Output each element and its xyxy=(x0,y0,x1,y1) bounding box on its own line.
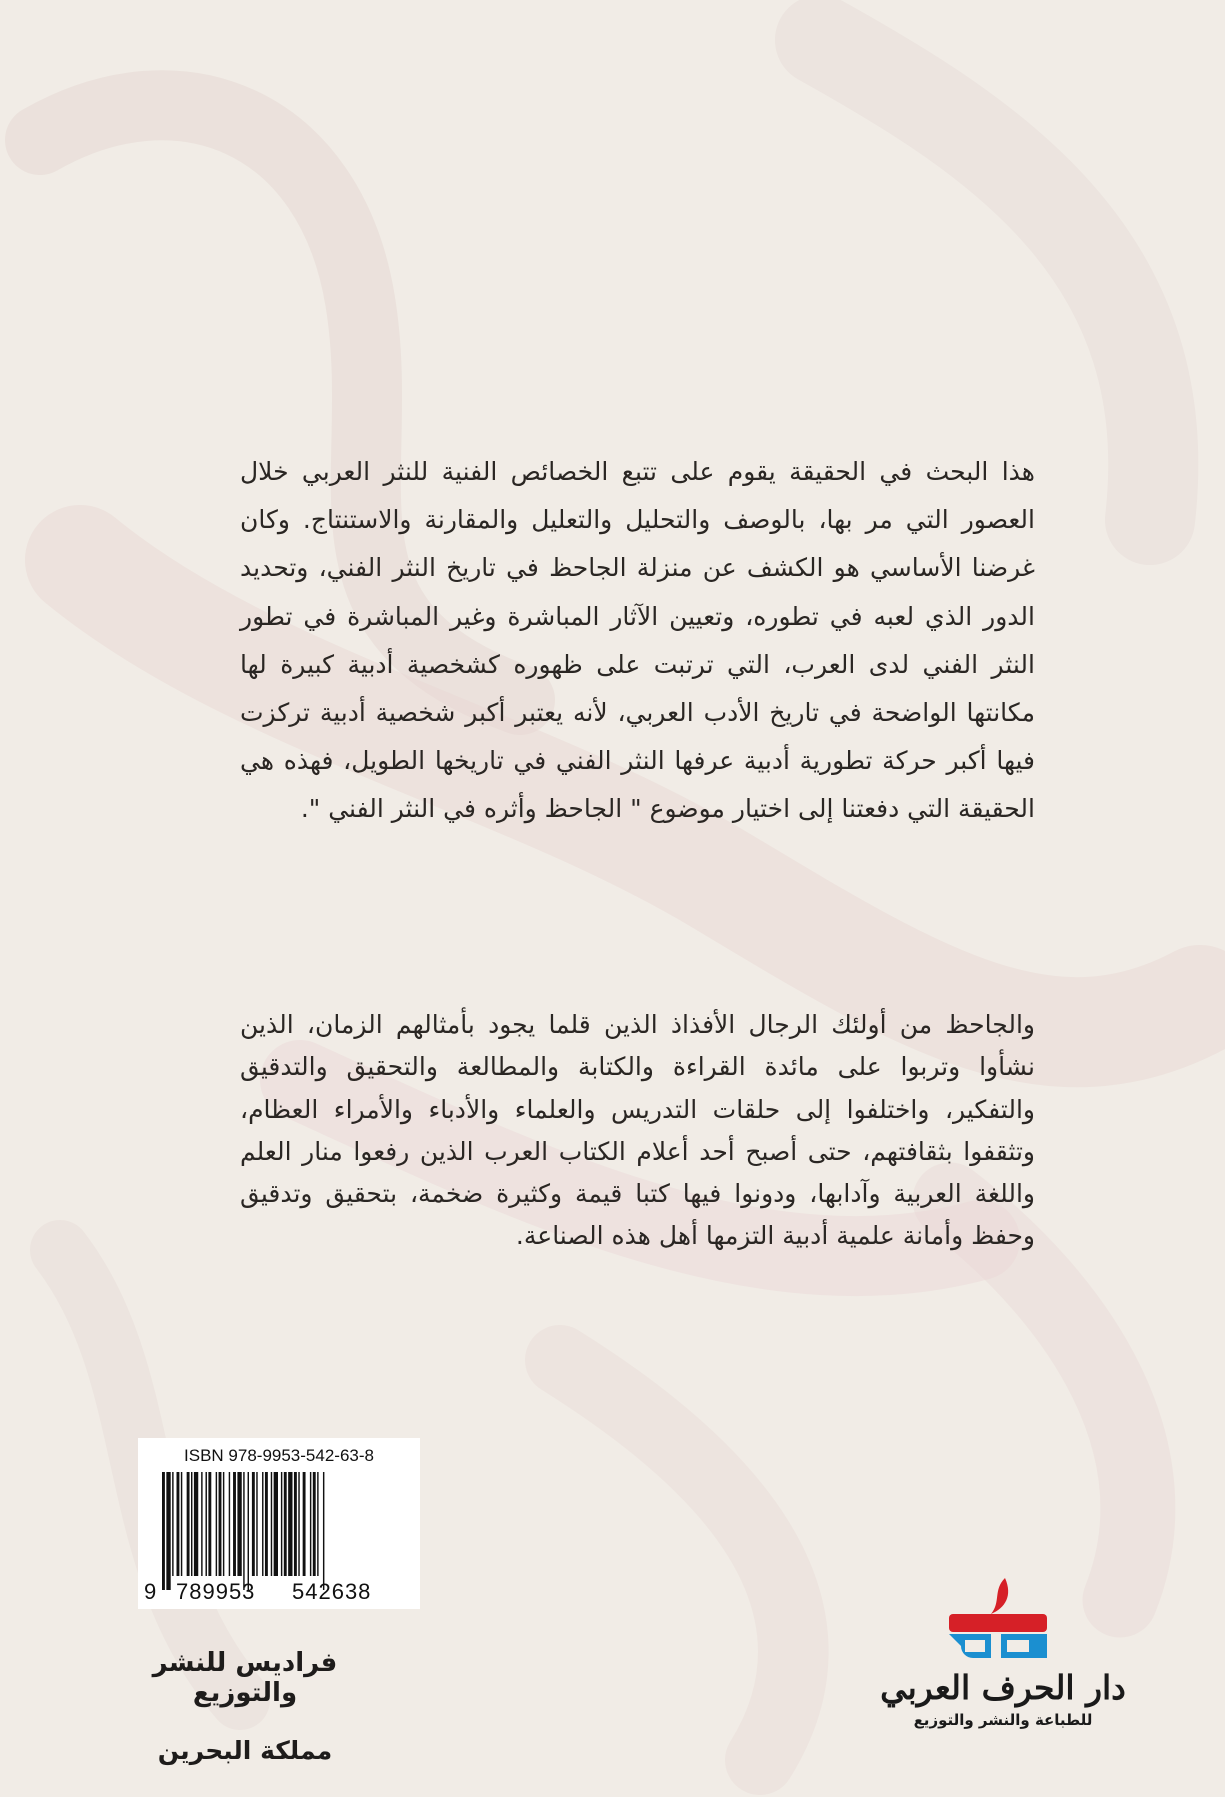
barcode-bar xyxy=(201,1472,202,1576)
barcode-digits-right: 542638 xyxy=(292,1579,372,1604)
barcode-bar xyxy=(317,1472,318,1576)
publisher-logo xyxy=(868,1668,1138,1729)
barcode-bar xyxy=(162,1472,165,1590)
barcode-bar xyxy=(219,1472,222,1576)
barcode-bar xyxy=(262,1472,263,1576)
barcode-bar xyxy=(281,1472,282,1576)
barcode-bar xyxy=(194,1472,198,1576)
barcode-bar xyxy=(256,1472,257,1576)
barcode-bar xyxy=(181,1472,182,1576)
barcode-bar xyxy=(208,1472,211,1576)
publisher-tagline: للطباعة والنشر والتوزيع xyxy=(913,1711,1093,1729)
barcode-bar xyxy=(237,1472,241,1576)
barcode-bar xyxy=(229,1472,230,1576)
isbn-label: ISBN 978-9953-542-63-8 xyxy=(184,1446,374,1465)
barcode-bar xyxy=(187,1472,190,1576)
barcode-bar xyxy=(313,1472,316,1576)
barcode-bar xyxy=(191,1472,192,1576)
author-paragraph: والجاحظ من أولئك الرجال الأفذاذ الذين قلما يجود بأمثالهم الزمان، الذين نشأوا وتربوا على مائدة القراءة والكتابة والمطالعة والتحقيق والتدقيق والتفكير، واختلفوا إلى حلقات التدريس والعلماء والأدباء والأمراء العظام، وتثقفوا بثقافتهم، حتى أصبح أحد أعلام الكتاب العرب الذين رفعوا منار العلم واللغة العربية وآدابها، ودونوا فيها كتبا قيمة وكثيرة ضخمة، بتحقيق وتدقيق وحفظ وأمانة علمية أدبية التزمها أهل هذه الصناعة. xyxy=(240,1010,1035,1251)
barcode-bar xyxy=(288,1472,292,1576)
barcode-bar xyxy=(252,1472,255,1576)
barcode-bar xyxy=(265,1472,268,1576)
distributor-country: مملكة البحرين xyxy=(157,1736,333,1765)
barcode-bar xyxy=(303,1472,306,1576)
barcode-digit-lead: 9 xyxy=(144,1579,158,1604)
barcode-bar xyxy=(298,1472,299,1576)
publisher-logo-icon xyxy=(943,1576,1053,1660)
barcode-bar xyxy=(248,1472,249,1590)
barcode-bar xyxy=(166,1472,170,1590)
distributor-name: فراديس للنشر والتوزيع xyxy=(152,1648,338,1708)
distributor-block xyxy=(100,1648,390,1765)
barcode-bar xyxy=(294,1472,297,1576)
barcode-bar xyxy=(274,1472,278,1576)
publisher-name: دار الحرف العربي xyxy=(880,1668,1126,1707)
barcode-bar xyxy=(177,1472,180,1576)
barcode-bar xyxy=(243,1472,244,1590)
barcode-bar xyxy=(233,1472,236,1576)
barcode-bar xyxy=(206,1472,207,1576)
barcode-bar xyxy=(323,1472,324,1590)
barcode-bar xyxy=(223,1472,224,1576)
barcode-bar xyxy=(284,1472,287,1576)
barcode-digits-left: 789953 xyxy=(176,1579,256,1604)
barcode-bar xyxy=(172,1472,173,1576)
isbn-barcode xyxy=(138,1438,420,1609)
barcode-bar xyxy=(216,1472,217,1576)
barcode-bar xyxy=(310,1472,311,1576)
barcode-bar xyxy=(271,1472,272,1576)
intro-paragraph: هذا البحث في الحقيقة يقوم على تتبع الخصائص الفنية للنثر العربي خلال العصور التي مر بها، بالوصف والتحليل والتعليل والمقارنة والاستنتاج. وكان غرضنا الأساسي هو الكشف عن منزلة الجاحظ في تاريخ النثر الفني، وتحديد الدور الذي لعبه في تطوره، وتعيين الآثار المباشرة وغير المباشرة في تطور النثر الفني لدى العرب، التي ترتبت على ظهوره كشخصية أدبية كبيرة لها مكانتها الواضحة في تاريخ الأدب العربي، لأنه يعتبر أكبر شخصية أدبية تركزت فيها أكبر حركة تطورية أدبية عرفها النثر الفني في تاريخها الطويل، فهذه هي الحقيقة التي دفعتنا إلى اختيار موضوع " الجاحظ وأثره في النثر الفني ". xyxy=(240,457,1035,824)
